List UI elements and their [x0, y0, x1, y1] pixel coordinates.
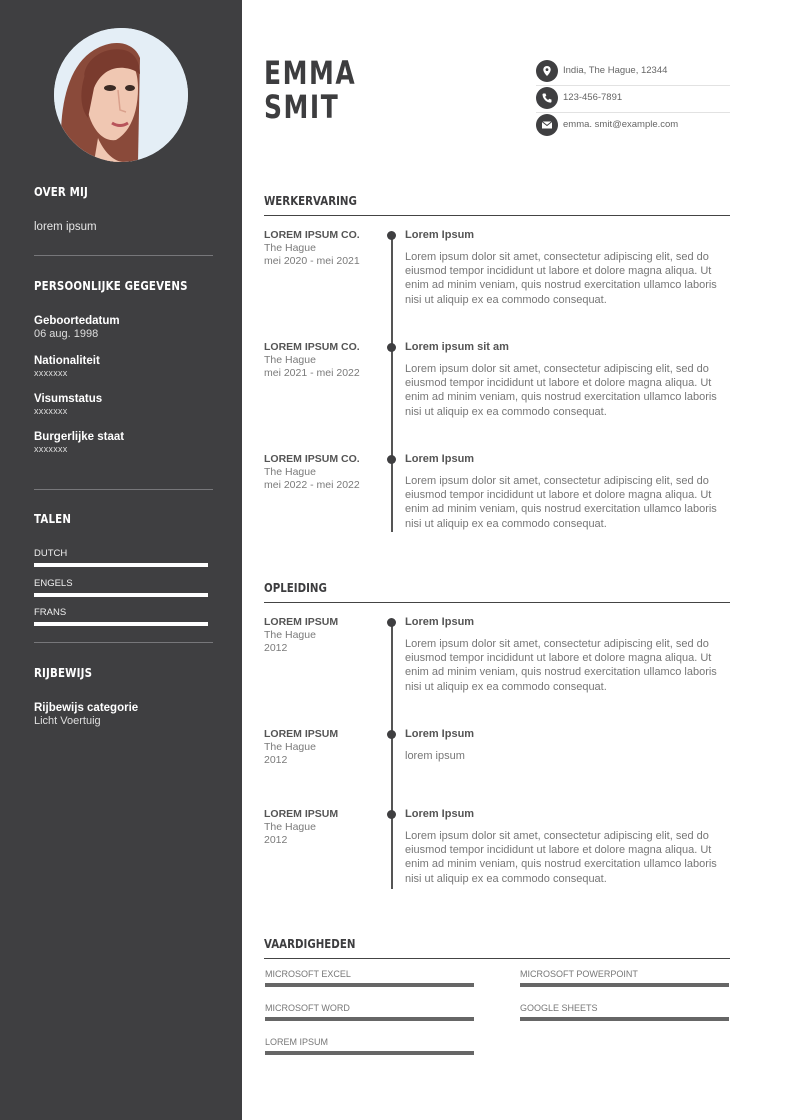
- entry-dates: mei 2021 - mei 2022: [264, 367, 360, 379]
- envelope-icon: [536, 114, 558, 136]
- license-value: Licht Voertuig: [34, 715, 101, 727]
- entry-title: Lorem Ipsum: [405, 616, 475, 628]
- language-name: FRANS: [34, 607, 67, 618]
- skill-name: MICROSOFT EXCEL: [265, 969, 351, 979]
- education-heading-text: OPLEIDING: [264, 580, 327, 595]
- skill-item: [265, 1003, 474, 1021]
- entry-title: Lorem Ipsum: [405, 728, 475, 740]
- first-name: EMMA: [264, 54, 357, 92]
- personal-label: Geboortedatum: [34, 315, 120, 327]
- entry-organization: LOREM IPSUM: [264, 728, 339, 740]
- license-section: [34, 665, 213, 727]
- work-timeline: [391, 234, 393, 532]
- entry-title: Lorem ipsum sit am: [405, 341, 509, 353]
- education-heading: [264, 579, 730, 603]
- contact-email: [536, 113, 730, 140]
- language-item: [34, 548, 213, 578]
- timeline-dot: [387, 455, 396, 464]
- entry-location: The Hague: [264, 466, 316, 478]
- skills-heading: [264, 935, 730, 959]
- personal-item-marital-status: [34, 431, 213, 454]
- timeline-dot: [387, 618, 396, 627]
- skill-name: LOREM IPSUM: [265, 1037, 329, 1047]
- contact-phone-text: 123-456-7891: [563, 92, 623, 103]
- about-text: lorem ipsum: [34, 221, 97, 233]
- location-pin-icon: [536, 60, 558, 82]
- skill-name: MICROSOFT POWERPOINT: [520, 969, 638, 979]
- entry-location: The Hague: [264, 629, 316, 641]
- contact-address-text: India, The Hague, 12344: [563, 65, 668, 76]
- entry-dates: mei 2022 - mei 2022: [264, 479, 360, 491]
- language-name: ENGELS: [34, 577, 73, 589]
- skill-item: [520, 969, 729, 987]
- entry-dates: 2012: [264, 754, 288, 766]
- work-heading: [264, 192, 730, 216]
- divider: [34, 255, 213, 256]
- profile-photo: [54, 28, 188, 162]
- skill-bar: [520, 983, 729, 987]
- entry-description: Lorem ipsum dolor sit amet, consectetur adipiscing elit, sed do eiusmod tempor incididunt ut labore et dolore magna aliqua. Ut enim ad minim veniam, quis nostrud exercitation ullamco laboris nisi ut aliquip ex ea commodo consequat.: [405, 638, 717, 693]
- personal-label: Visumstatus: [34, 393, 103, 405]
- personal-value: 06 aug. 1998: [34, 328, 99, 340]
- divider: [34, 489, 213, 490]
- entry-organization: LOREM IPSUM CO.: [264, 453, 360, 465]
- entry-location: The Hague: [264, 741, 316, 753]
- skill-item: [265, 1037, 474, 1055]
- entry-location: The Hague: [264, 242, 316, 254]
- skills-heading-text: VAARDIGHEDEN: [264, 936, 356, 951]
- skill-bar-fill: [265, 1017, 474, 1021]
- about-heading: OVER MIJ: [34, 184, 88, 199]
- personal-item-visa-status: [34, 393, 213, 416]
- personal-value: xxxxxxx: [34, 406, 68, 416]
- about-section: [34, 184, 213, 233]
- skill-name: MICROSOFT WORD: [265, 1003, 350, 1013]
- language-bar: [34, 563, 208, 567]
- entry-title: Lorem Ipsum: [405, 229, 475, 241]
- language-bar-fill: [34, 563, 208, 567]
- entry-description: Lorem ipsum dolor sit amet, consectetur adipiscing elit, sed do eiusmod tempor incididunt ut labore et dolore magna aliqua. Ut enim ad minim veniam, quis nostrud exercitation ullamco laboris nisi ut aliquip ex ea commodo consequat.: [405, 475, 717, 530]
- entry-location: The Hague: [264, 354, 316, 366]
- personal-item-nationality: [34, 355, 213, 378]
- personal-item-birthdate: [34, 315, 213, 340]
- work-heading-text: WERKERVARING: [264, 193, 357, 208]
- skill-item: [520, 1003, 729, 1021]
- personal-value: xxxxxxx: [34, 444, 68, 454]
- skill-bar-fill: [520, 1017, 729, 1021]
- timeline-dot: [387, 810, 396, 819]
- contact-email-text[interactable]: emma. smit@example.com: [563, 119, 679, 130]
- entry-organization: LOREM IPSUM: [264, 616, 339, 628]
- sidebar: [0, 0, 242, 1120]
- timeline-dot: [387, 231, 396, 240]
- last-name: SMIT: [264, 88, 340, 126]
- personal-label: Burgerlijke staat: [34, 431, 125, 443]
- entry-dates: mei 2020 - mei 2021: [264, 255, 360, 267]
- skill-bar: [265, 1051, 474, 1055]
- entry-dates: 2012: [264, 834, 288, 846]
- languages-heading: TALEN: [34, 511, 72, 526]
- personal-section: [34, 278, 213, 469]
- skill-bar-fill: [520, 983, 729, 987]
- skill-item: [265, 969, 474, 987]
- language-bar-fill: [34, 622, 208, 626]
- contact-phone: [536, 86, 730, 113]
- skill-bar: [265, 1017, 474, 1021]
- skill-name: GOOGLE SHEETS: [520, 1003, 598, 1013]
- personal-heading: PERSOONLIJKE GEGEVENS: [34, 278, 188, 293]
- education-timeline: [391, 621, 393, 889]
- language-bar-fill: [34, 593, 208, 597]
- languages-section: [34, 511, 213, 637]
- entry-organization: LOREM IPSUM CO.: [264, 341, 360, 353]
- skill-bar-fill: [265, 1051, 474, 1055]
- phone-icon: [536, 87, 558, 109]
- entry-organization: LOREM IPSUM CO.: [264, 229, 360, 241]
- entry-location: The Hague: [264, 821, 316, 833]
- entry-description: lorem ipsum: [405, 750, 465, 762]
- skill-bar: [520, 1017, 729, 1021]
- language-item: [34, 578, 213, 608]
- skill-bar: [265, 983, 474, 987]
- entry-description: Lorem ipsum dolor sit amet, consectetur adipiscing elit, sed do eiusmod tempor incididunt ut labore et dolore magna aliqua. Ut enim ad minim veniam, quis nostrud exercitation ullamco laboris nisi ut aliquip ex ea commodo consequat.: [405, 830, 717, 885]
- entry-organization: LOREM IPSUM: [264, 808, 339, 820]
- candidate-name: [264, 56, 356, 124]
- contact-address: [536, 59, 730, 86]
- language-name: DUTCH: [34, 548, 68, 559]
- entry-title: Lorem Ipsum: [405, 808, 475, 820]
- divider: [34, 642, 213, 643]
- license-label: Rijbewijs categorie: [34, 702, 139, 714]
- timeline-dot: [387, 730, 396, 739]
- skill-bar-fill: [265, 983, 474, 987]
- personal-label: Nationaliteit: [34, 355, 100, 367]
- personal-value: xxxxxxx: [34, 368, 68, 378]
- entry-dates: 2012: [264, 642, 288, 654]
- entry-description: Lorem ipsum dolor sit amet, consectetur adipiscing elit, sed do eiusmod tempor incididunt ut labore et dolore magna aliqua. Ut enim ad minim veniam, quis nostrud exercitation ullamco laboris nisi ut aliquip ex ea commodo consequat.: [405, 363, 717, 418]
- language-item: [34, 607, 213, 637]
- entry-description: Lorem ipsum dolor sit amet, consectetur adipiscing elit, sed do eiusmod tempor incididunt ut labore et dolore magna aliqua. Ut enim ad minim veniam, quis nostrud exercitation ullamco laboris nisi ut aliquip ex ea commodo consequat.: [405, 251, 717, 306]
- language-bar: [34, 593, 208, 597]
- timeline-dot: [387, 343, 396, 352]
- entry-title: Lorem Ipsum: [405, 453, 475, 465]
- license-heading: RIJBEWIJS: [34, 665, 93, 680]
- language-bar: [34, 622, 208, 626]
